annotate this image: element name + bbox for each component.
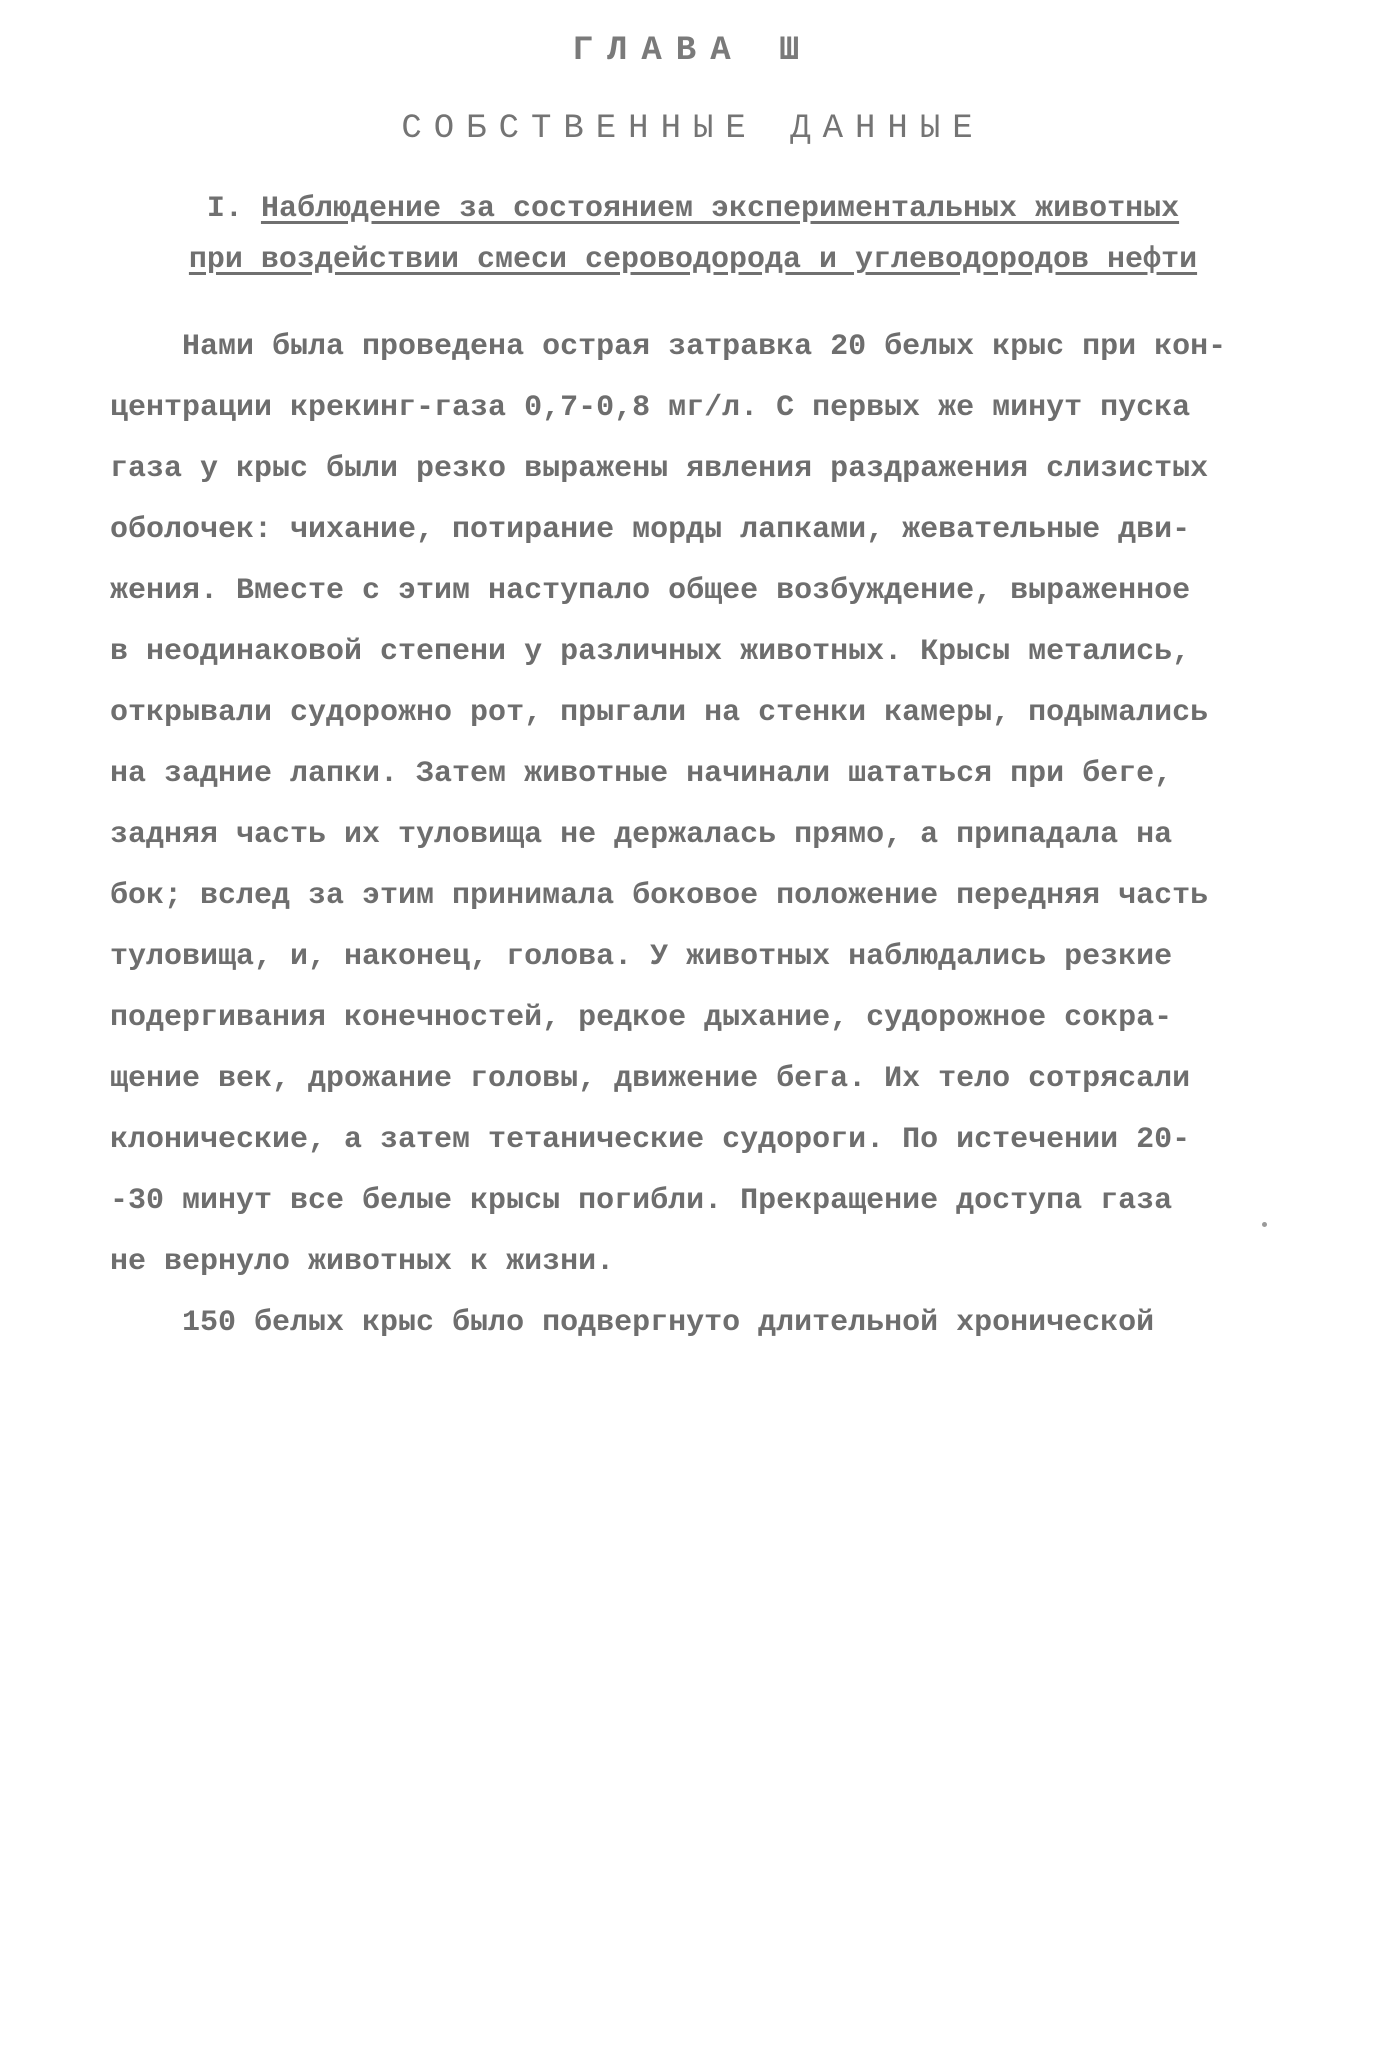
- section-heading-line-1: [0, 192, 1386, 226]
- section-heading-line-2: [0, 243, 1386, 277]
- section-title-line-2: при воздействии смеси сероводорода и углеводородов нефти: [188, 243, 1198, 277]
- body-line: подергивания конечностей, редкое дыхание, судорожное сокра-: [110, 1001, 1173, 1035]
- body-line: 150 белых крыс было подвергнуто длительной хронической: [110, 1306, 1155, 1340]
- body-line: бок; вслед за этим принимала боковое положение передняя часть: [110, 879, 1209, 913]
- body-line: жения. Вместе с этим наступало общее возбуждение, выраженное: [110, 574, 1191, 608]
- body-line: открывали судорожно рот, прыгали на стенки камеры, подымались: [110, 696, 1209, 730]
- section-number: I.: [206, 192, 243, 226]
- body-line: оболочек: чихание, потирание морды лапками, жевательные дви-: [110, 513, 1191, 547]
- chapter-title: СОБСТВЕННЫЕ ДАННЫЕ: [401, 110, 985, 148]
- section-title-line-1: Наблюдение за состоянием экспериментальных животных: [260, 192, 1180, 226]
- body-line: не вернуло животных к жизни.: [110, 1245, 615, 1279]
- body-line: на задние лапки. Затем животные начинали шататься при беге,: [110, 757, 1173, 791]
- chapter-number: ГЛАВА Ш: [572, 32, 814, 70]
- body-line: центрации крекинг-газа 0,7-0,8 мг/л. С первых же минут пуска: [110, 391, 1191, 425]
- scan-speck: [1262, 1222, 1267, 1227]
- body-line: клонические, а затем тетанические судороги. По истечении 20-: [110, 1123, 1191, 1157]
- body-line: газа у крыс были резко выражены явления раздражения слизистых: [110, 452, 1209, 486]
- body-line: Нами была проведена острая затравка 20 белых крыс при кон-: [110, 330, 1227, 364]
- body-line: щение век, дрожание головы, движение бега. Их тело сотрясали: [110, 1062, 1191, 1096]
- body-line: в неодинаковой степени у различных животных. Крысы метались,: [110, 635, 1191, 669]
- body-line: -30 минут все белые крысы погибли. Прекращение доступа газа: [110, 1184, 1173, 1218]
- body-line: задняя часть их туловища не держалась прямо, а припадала на: [110, 818, 1173, 852]
- body-line: туловища, и, наконец, голова. У животных наблюдались резкие: [110, 940, 1173, 974]
